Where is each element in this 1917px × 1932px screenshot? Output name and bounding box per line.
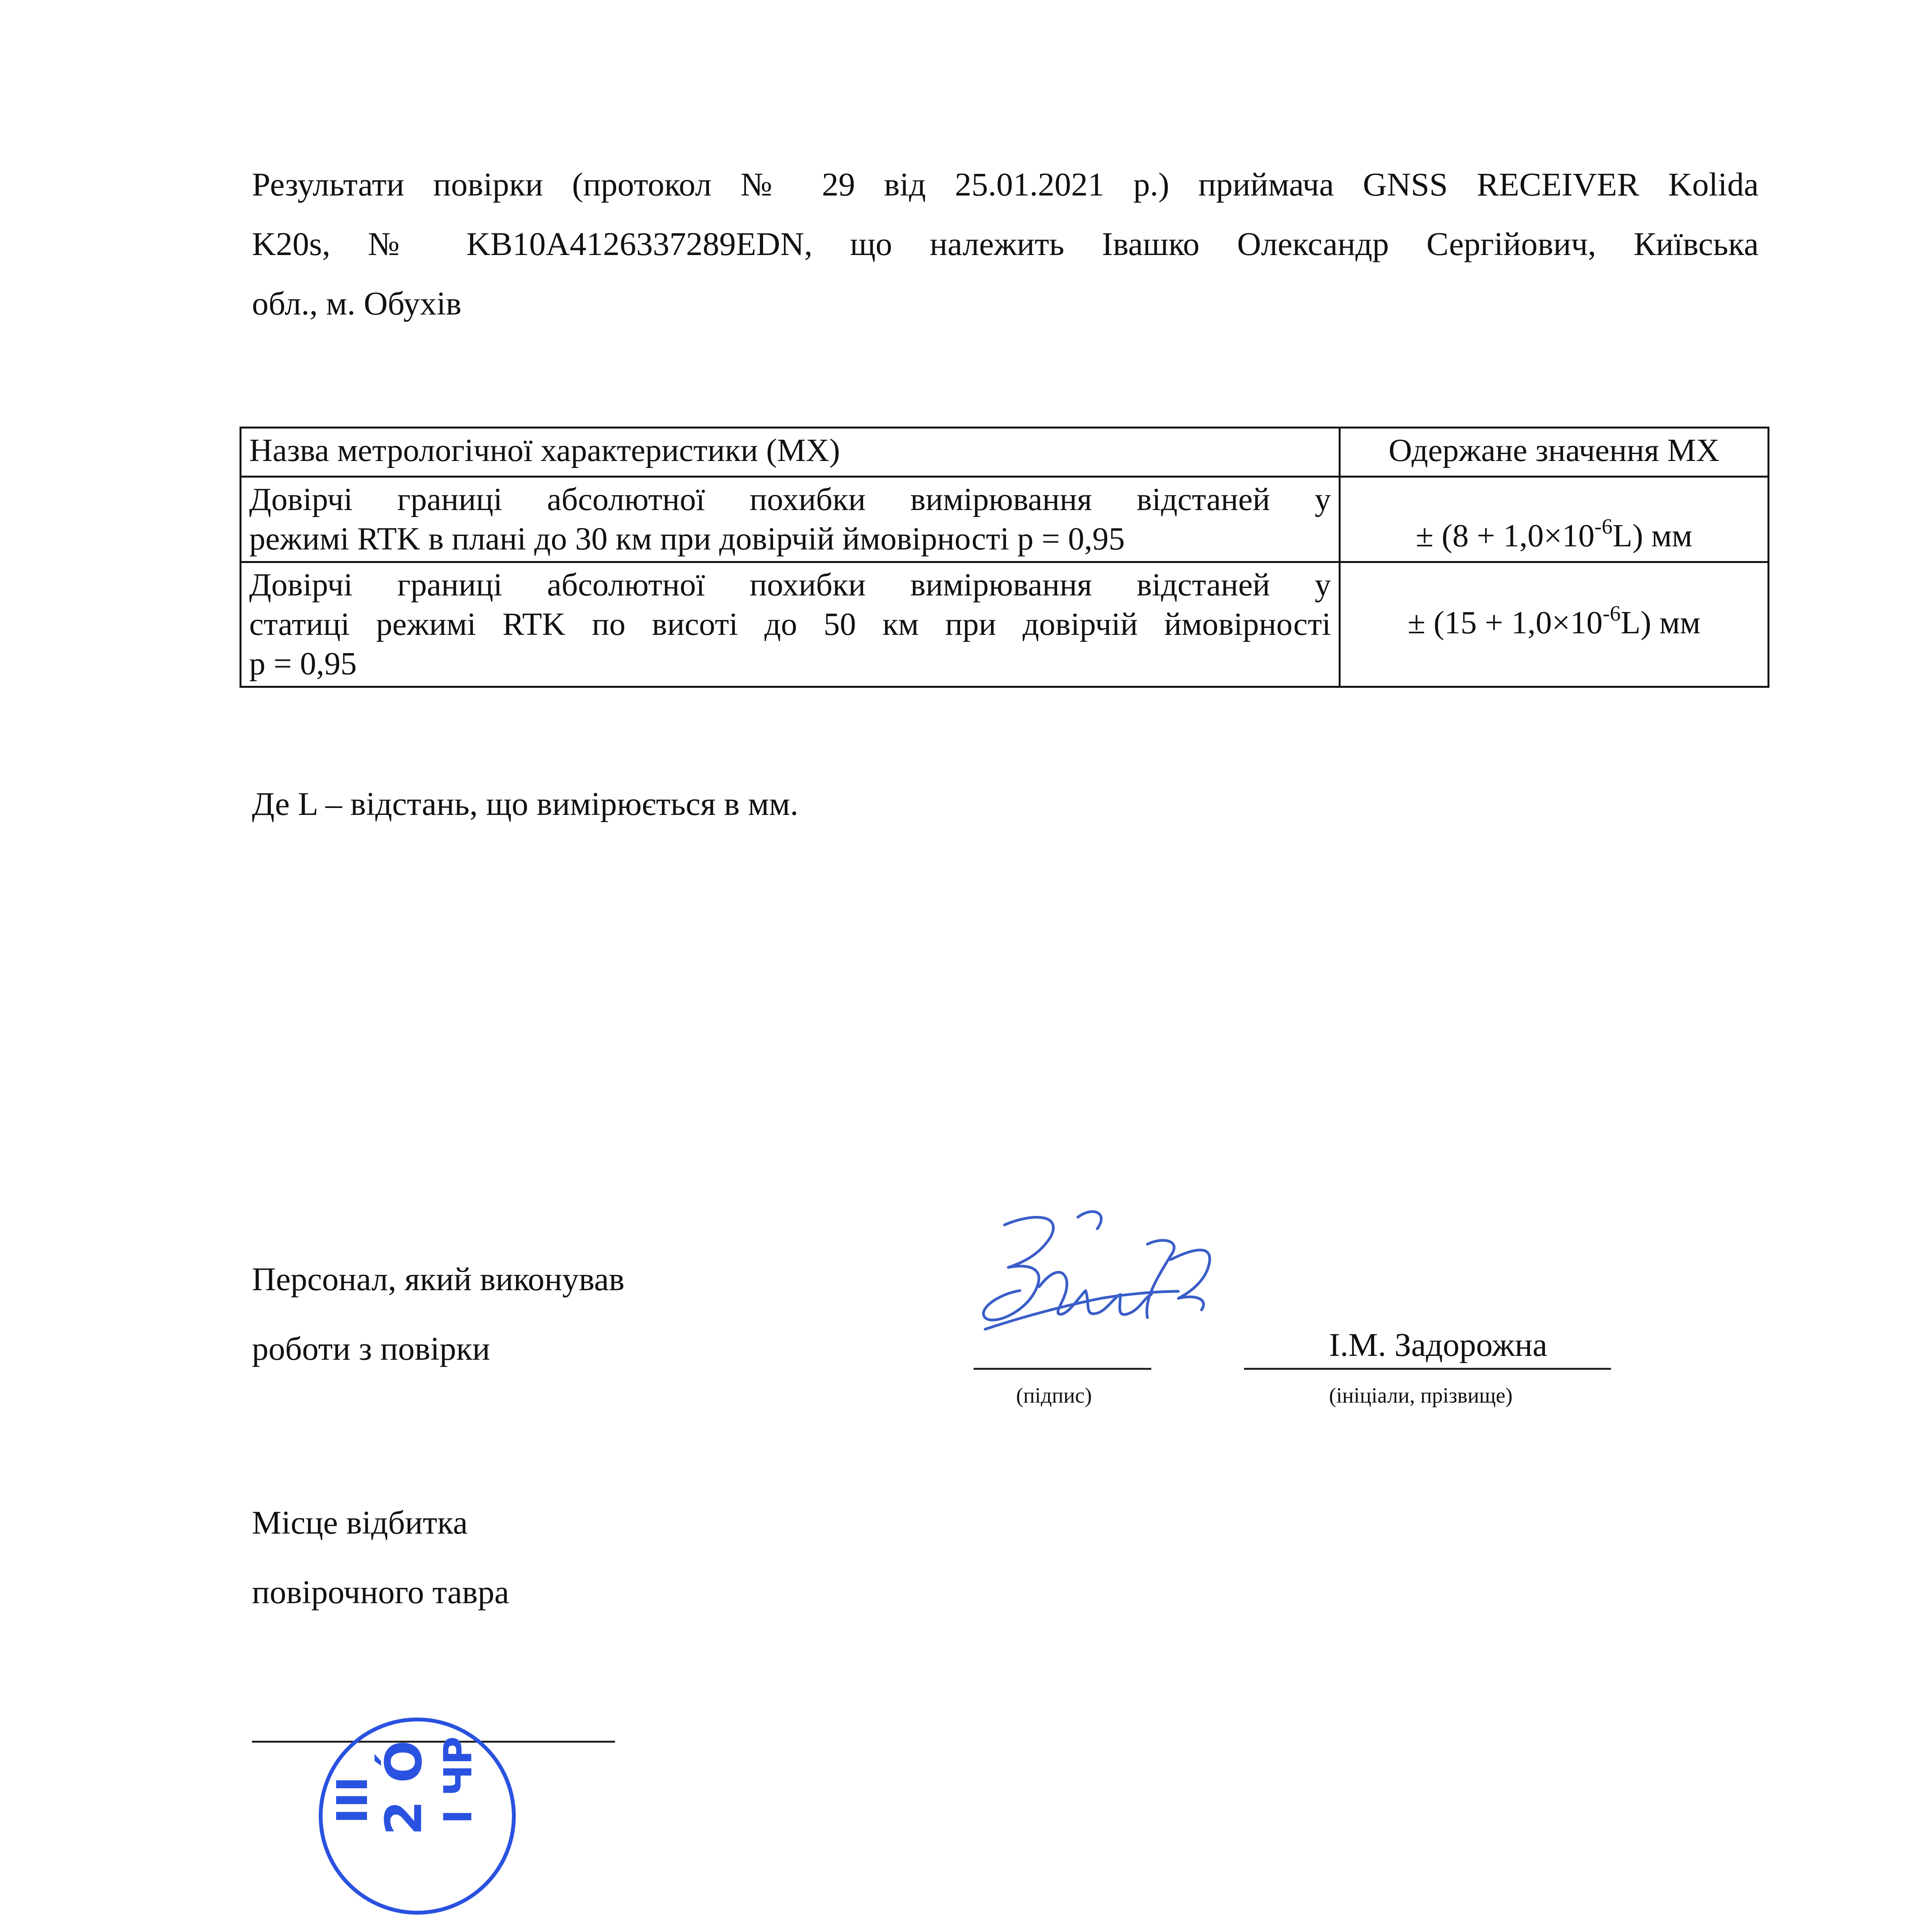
row-1-line-2: режимі RTK в плані до 30 км при довірчій ймовірності p = 0,95 [249, 521, 1125, 557]
intro-line-3: обл., м. Обухів [252, 285, 462, 322]
row-2-line-1: Довірчі границі абсолютної похибки вимірювання відстаней у [249, 567, 1331, 603]
row-1-value-suffix: L) мм [1612, 518, 1693, 554]
row-1-value-cell [1340, 477, 1769, 562]
staff-label-line-2: роботи з повірки [252, 1330, 490, 1367]
table-row [241, 477, 1769, 562]
row-2-value-exponent: -6 [1603, 602, 1621, 626]
row-2-value-suffix: L) мм [1620, 605, 1701, 641]
intro-line-1: Результати повірки (протокол № 29 від 25.01.2021 р.) приймача GNSS RECEIVER Kolida [252, 166, 1759, 203]
row-2-value-prefix: ± (15 + 1,0×10 [1407, 605, 1603, 641]
staff-name: І.М. Задорожна [1329, 1326, 1548, 1363]
name-line [1244, 1368, 1611, 1370]
intro-line-2: K20s, № KB10A4126337289EDN, що належить Івашко Олександр Сергійович, Київська [252, 225, 1759, 262]
intro-paragraph [252, 155, 1759, 333]
table-header-row [241, 428, 1769, 477]
staff-label-line-1: Персонал, який виконував [252, 1260, 625, 1298]
stamp-place-label-line-1: Місце відбитка [252, 1504, 468, 1541]
row-2-name-cell [241, 562, 1340, 687]
note-text: Де L – відстань, що вимірюється в мм. [252, 785, 799, 822]
header-value-cell: Одержане значення МХ [1340, 428, 1769, 477]
verification-stamp [309, 1708, 525, 1924]
signature-caption: (підпис) [1016, 1384, 1092, 1408]
name-caption: (ініціали, прізвище) [1329, 1384, 1513, 1408]
stamp-text-top: III [328, 1776, 377, 1824]
row-1-name-cell [241, 477, 1340, 562]
row-1-value-exponent: -6 [1594, 515, 1613, 539]
header-name-cell: Назва метрологічної характеристики (МХ) [241, 428, 1340, 477]
row-1-value-prefix: ± (8 + 1,0×10 [1416, 518, 1595, 554]
handwritten-signature [962, 1202, 1240, 1379]
stamp-text-mid: 2 Ó [374, 1740, 433, 1835]
stamp-text-right: I ЧР [435, 1736, 481, 1824]
table-row [241, 562, 1769, 687]
row-2-value-cell [1340, 562, 1769, 687]
row-2-line-2: статиці режимі RTK по висоті до 50 км при довірчій ймовірності [249, 606, 1331, 642]
metrology-table [240, 427, 1769, 688]
signature-line [974, 1368, 1151, 1370]
row-1-line-1: Довірчі границі абсолютної похибки вимірювання відстаней у [249, 481, 1331, 517]
row-2-line-3: p = 0,95 [249, 646, 357, 682]
stamp-place-label-line-2: повірочного тавра [252, 1573, 509, 1611]
